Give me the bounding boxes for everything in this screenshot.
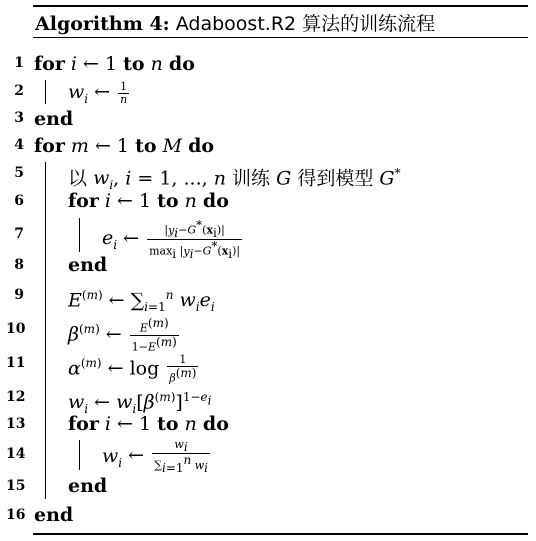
- algorithm-title: [35, 9, 435, 36]
- code-line-3: end: [34, 108, 74, 130]
- block-bar-for-m: [45, 162, 46, 499]
- line-number: 2: [14, 83, 24, 99]
- line-number: 7: [14, 226, 24, 242]
- line-number: 15: [6, 478, 26, 494]
- top-rule: [33, 5, 528, 7]
- block-bar-for-i-3: [79, 440, 80, 470]
- code-line-6: for i ← 1 to n do: [68, 190, 229, 212]
- line-number: 16: [6, 507, 26, 523]
- code-line-9: $E^{(m)}$ ← $\sum_{i=1}^n$ $w_ie_i$: [68, 288, 215, 315]
- line-number: 10: [6, 321, 26, 337]
- line-number: 12: [6, 389, 26, 405]
- line-number: 13: [6, 416, 26, 432]
- line-number: 8: [14, 257, 24, 273]
- code-line-13: for i ← 1 to n do: [68, 413, 229, 435]
- line-number: 11: [6, 355, 26, 371]
- code-line-5: 以 $w_i$, i = 1, ..., n 训练 G 得到模型 G*: [68, 166, 401, 193]
- code-line-8: end: [68, 254, 108, 276]
- line-number: 9: [14, 287, 24, 303]
- line-number: 14: [6, 446, 26, 462]
- code-line-15: end: [68, 475, 108, 497]
- code-line-11: $\alpha^{(m)}$ ← log $\frac{1}{\beta^{(m)}}$: [68, 353, 197, 385]
- code-line-2: $w_i$ ← $\frac{1}{n}$: [68, 79, 128, 106]
- algorithm-name: Adaboost.R2 算法的训练流程: [175, 13, 436, 35]
- line-number: 4: [14, 137, 24, 153]
- code-line-4: for m ← 1 to M do: [34, 135, 215, 157]
- line-number: 6: [14, 193, 24, 209]
- code-line-16: end: [34, 504, 74, 526]
- line-number: 5: [14, 165, 24, 181]
- code-line-12: $w_i$ ← $w_i[\beta^{(m)}]^{1-e_i}$: [68, 390, 212, 417]
- header-rule: [33, 37, 528, 38]
- block-bar-for-i-2: [79, 218, 80, 252]
- algorithm-label: Algorithm 4:: [35, 13, 170, 35]
- block-bar-for-i-1: [45, 80, 46, 104]
- line-number: 3: [14, 110, 24, 126]
- line-number: 1: [14, 55, 24, 71]
- code-line-14: $w_i$ ← $\frac{w_i}{\sum_{i=1}^n w_i}$: [102, 438, 209, 476]
- code-line-10: $\beta^{(m)}$ ← $\frac{E^{(m)}}{1-E^{(m)}}$: [68, 316, 177, 354]
- code-line-1: for i ← 1 to n do: [34, 53, 195, 75]
- bottom-rule: [33, 533, 528, 535]
- code-line-7: $e_i$ ← $\frac{|y_i-G^*(x_i)|}{\max_i |y_i-G^*(x_i)|}$: [102, 218, 241, 261]
